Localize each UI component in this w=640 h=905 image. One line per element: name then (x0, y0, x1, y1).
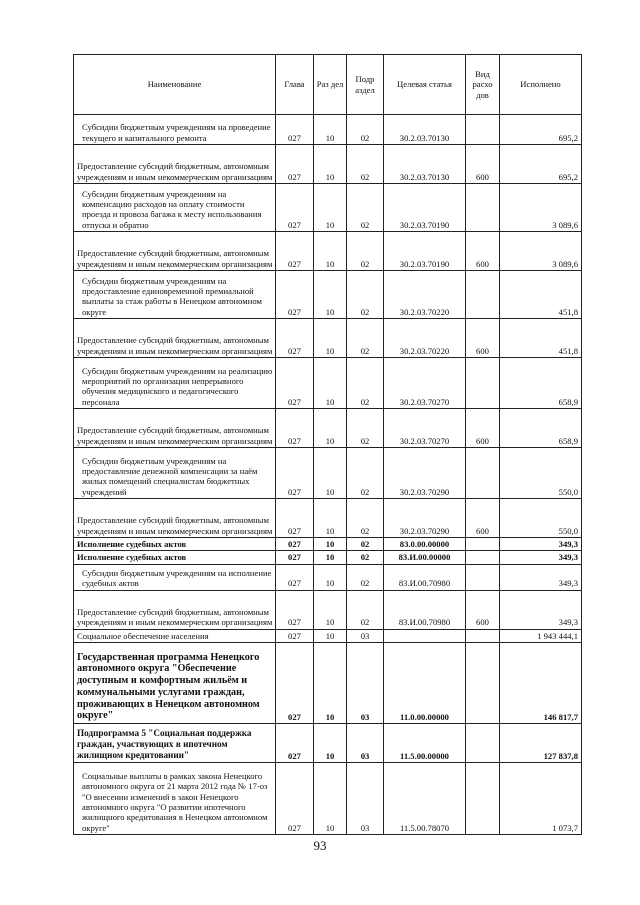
row-razdel: 10 (314, 319, 347, 358)
row-name: Субсидии бюджетным учреждениям на проведение текущего и капитального ремонта (74, 115, 276, 145)
row-name: Предоставление субсидий бюджетным, автономным учреждениям и иным некоммерческим организациям (74, 590, 276, 629)
row-razdel: 10 (314, 358, 347, 409)
row-glava: 027 (276, 564, 314, 590)
table-row (74, 762, 582, 834)
table-row (74, 499, 582, 538)
budget-table-sheet (73, 54, 581, 835)
row-target: 30.2.03.70270 (384, 358, 466, 409)
row-razdel: 10 (314, 115, 347, 145)
row-name: Субсидии бюджетным учреждениям на предоставление денежной компенсации за наём жилых помещений специалистам бюджетных учреждений (74, 448, 276, 499)
row-target: 11.5.00.78070 (384, 762, 466, 834)
row-vid: 600 (466, 499, 500, 538)
row-name: Исполнение судебных актов (74, 551, 276, 564)
row-razdel: 10 (314, 551, 347, 564)
row-vid (466, 184, 500, 232)
row-executed: 146 817,7 (500, 642, 582, 723)
row-vid (466, 271, 500, 319)
table-row (74, 538, 582, 551)
table-row (74, 319, 582, 358)
row-vid (466, 538, 500, 551)
row-name: Субсидии бюджетным учреждениям на предоставление единовременной премиальной выплаты за стаж работы в Ненецком автономном округе (74, 271, 276, 319)
row-name: Социальные выплаты в рамках закона Ненецкого автономного округа от 21 марта 2012 года № 17-оз "О внесении изменений в закон Ненецкого автономного округа "О развитии ипотечного жилищного кредитования в Ненецком автономном округе" (74, 762, 276, 834)
row-executed: 349,3 (500, 551, 582, 564)
row-target: 30.2.03.70190 (384, 184, 466, 232)
row-target: 11.0.00.00000 (384, 642, 466, 723)
table-row (74, 642, 582, 723)
row-vid (466, 723, 500, 762)
row-podrazdel: 02 (347, 232, 384, 271)
row-target: 30.2.03.70220 (384, 319, 466, 358)
row-vid: 600 (466, 232, 500, 271)
row-podrazdel: 02 (347, 564, 384, 590)
row-name: Предоставление субсидий бюджетным, автономным учреждениям и иным некоммерческим организациям (74, 409, 276, 448)
row-podrazdel: 02 (347, 358, 384, 409)
row-target: 30.2.03.70290 (384, 499, 466, 538)
table-row (74, 590, 582, 629)
row-razdel: 10 (314, 271, 347, 319)
row-glava: 027 (276, 629, 314, 642)
row-glava: 027 (276, 590, 314, 629)
row-podrazdel: 02 (347, 319, 384, 358)
row-target (384, 629, 466, 642)
header-target: Целевая статья (384, 55, 466, 115)
row-executed: 349,3 (500, 564, 582, 590)
row-glava: 027 (276, 232, 314, 271)
table-row (74, 232, 582, 271)
row-vid (466, 358, 500, 409)
row-podrazdel: 02 (347, 271, 384, 319)
row-razdel: 10 (314, 145, 347, 184)
row-podrazdel: 02 (347, 448, 384, 499)
row-podrazdel: 02 (347, 590, 384, 629)
row-glava: 027 (276, 319, 314, 358)
page-number: 93 (313, 838, 327, 853)
table-row (74, 409, 582, 448)
row-podrazdel: 03 (347, 642, 384, 723)
row-vid: 600 (466, 145, 500, 184)
row-target: 83.И.00.70980 (384, 564, 466, 590)
row-glava: 027 (276, 723, 314, 762)
row-vid (466, 762, 500, 834)
row-target: 30.2.03.70220 (384, 271, 466, 319)
table-row (74, 551, 582, 564)
row-name: Субсидии бюджетным учреждениям на исполнение судебных актов (74, 564, 276, 590)
row-executed: 451,8 (500, 271, 582, 319)
row-vid (466, 642, 500, 723)
row-name: Социальное обеспечение населения (74, 629, 276, 642)
row-glava: 027 (276, 448, 314, 499)
header-razdel: Раз дел (314, 55, 347, 115)
row-vid (466, 551, 500, 564)
row-executed: 695,2 (500, 115, 582, 145)
row-executed: 658,9 (500, 409, 582, 448)
row-name: Предоставление субсидий бюджетным, автономным учреждениям и иным некоммерческим организациям (74, 499, 276, 538)
row-podrazdel: 02 (347, 115, 384, 145)
row-executed: 349,3 (500, 538, 582, 551)
row-razdel: 10 (314, 499, 347, 538)
row-vid: 600 (466, 319, 500, 358)
row-target: 83.0.00.00000 (384, 538, 466, 551)
row-podrazdel: 03 (347, 629, 384, 642)
row-podrazdel: 02 (347, 499, 384, 538)
table-row (74, 723, 582, 762)
row-name: Государственная программа Ненецкого автономного округа "Обеспечение доступным и комфортным жильём и коммунальными услугами граждан, проживающих в Ненецком автономном округе" (74, 642, 276, 723)
table-header-row (74, 55, 582, 115)
row-razdel: 10 (314, 723, 347, 762)
row-glava: 027 (276, 538, 314, 551)
row-razdel: 10 (314, 642, 347, 723)
table-row (74, 564, 582, 590)
row-target: 30.2.03.70270 (384, 409, 466, 448)
row-executed: 127 837,8 (500, 723, 582, 762)
row-vid: 600 (466, 409, 500, 448)
table-row (74, 184, 582, 232)
row-vid (466, 629, 500, 642)
row-executed: 550,0 (500, 499, 582, 538)
row-razdel: 10 (314, 448, 347, 499)
row-podrazdel: 02 (347, 184, 384, 232)
row-podrazdel: 02 (347, 538, 384, 551)
row-target: 30.2.03.70190 (384, 232, 466, 271)
row-target: 11.5.00.00000 (384, 723, 466, 762)
row-vid (466, 448, 500, 499)
row-vid (466, 564, 500, 590)
row-executed: 1 943 444,1 (500, 629, 582, 642)
row-glava: 027 (276, 271, 314, 319)
header-podrazdel: Подр аздел (347, 55, 384, 115)
row-razdel: 10 (314, 564, 347, 590)
header-glava: Глава (276, 55, 314, 115)
row-target: 30.2.03.70290 (384, 448, 466, 499)
row-name: Подпрограмма 5 "Социальная поддержка граждан, участвующих в ипотечном жилищном кредитовании" (74, 723, 276, 762)
row-target: 83.И.00.00000 (384, 551, 466, 564)
row-target: 30.2.03.70130 (384, 145, 466, 184)
row-podrazdel: 02 (347, 551, 384, 564)
row-glava: 027 (276, 409, 314, 448)
row-vid: 600 (466, 590, 500, 629)
row-executed: 550,0 (500, 448, 582, 499)
row-razdel: 10 (314, 762, 347, 834)
row-razdel: 10 (314, 409, 347, 448)
row-glava: 027 (276, 642, 314, 723)
row-glava: 027 (276, 499, 314, 538)
row-razdel: 10 (314, 590, 347, 629)
row-executed: 1 073,7 (500, 762, 582, 834)
row-razdel: 10 (314, 629, 347, 642)
row-name: Субсидии бюджетным учреждениям на компенсацию расходов на оплату стоимости проезда и провоза багажа к месту использования отпуска и обратно (74, 184, 276, 232)
row-name: Предоставление субсидий бюджетным, автономным учреждениям и иным некоммерческим организациям (74, 232, 276, 271)
row-razdel: 10 (314, 232, 347, 271)
row-glava: 027 (276, 551, 314, 564)
row-name: Предоставление субсидий бюджетным, автономным учреждениям и иным некоммерческим организациям (74, 319, 276, 358)
row-vid (466, 115, 500, 145)
table-row (74, 115, 582, 145)
header-name: Наименование (74, 55, 276, 115)
row-target: 83.И.00.70980 (384, 590, 466, 629)
row-name: Предоставление субсидий бюджетным, автономным учреждениям и иным некоммерческим организациям (74, 145, 276, 184)
header-executed: Исполнено (500, 55, 582, 115)
table-row (74, 271, 582, 319)
header-vid: Вид расхо дов (466, 55, 500, 115)
table-row (74, 448, 582, 499)
row-razdel: 10 (314, 538, 347, 551)
row-glava: 027 (276, 145, 314, 184)
table-row (74, 145, 582, 184)
row-executed: 695,2 (500, 145, 582, 184)
table-row (74, 629, 582, 642)
row-name: Исполнение судебных актов (74, 538, 276, 551)
row-name: Субсидии бюджетным учреждениям на реализацию мероприятий по организации непрерывного обучения медицинского и педагогического персонала (74, 358, 276, 409)
row-executed: 3 089,6 (500, 184, 582, 232)
row-podrazdel: 02 (347, 409, 384, 448)
row-target: 30.2.03.70130 (384, 115, 466, 145)
table-row (74, 358, 582, 409)
row-glava: 027 (276, 762, 314, 834)
row-executed: 349,3 (500, 590, 582, 629)
budget-table (73, 54, 582, 835)
row-executed: 451,8 (500, 319, 582, 358)
row-podrazdel: 03 (347, 762, 384, 834)
row-razdel: 10 (314, 184, 347, 232)
row-glava: 027 (276, 358, 314, 409)
row-podrazdel: 03 (347, 723, 384, 762)
row-podrazdel: 02 (347, 145, 384, 184)
row-glava: 027 (276, 115, 314, 145)
row-executed: 658,9 (500, 358, 582, 409)
row-glava: 027 (276, 184, 314, 232)
row-executed: 3 089,6 (500, 232, 582, 271)
